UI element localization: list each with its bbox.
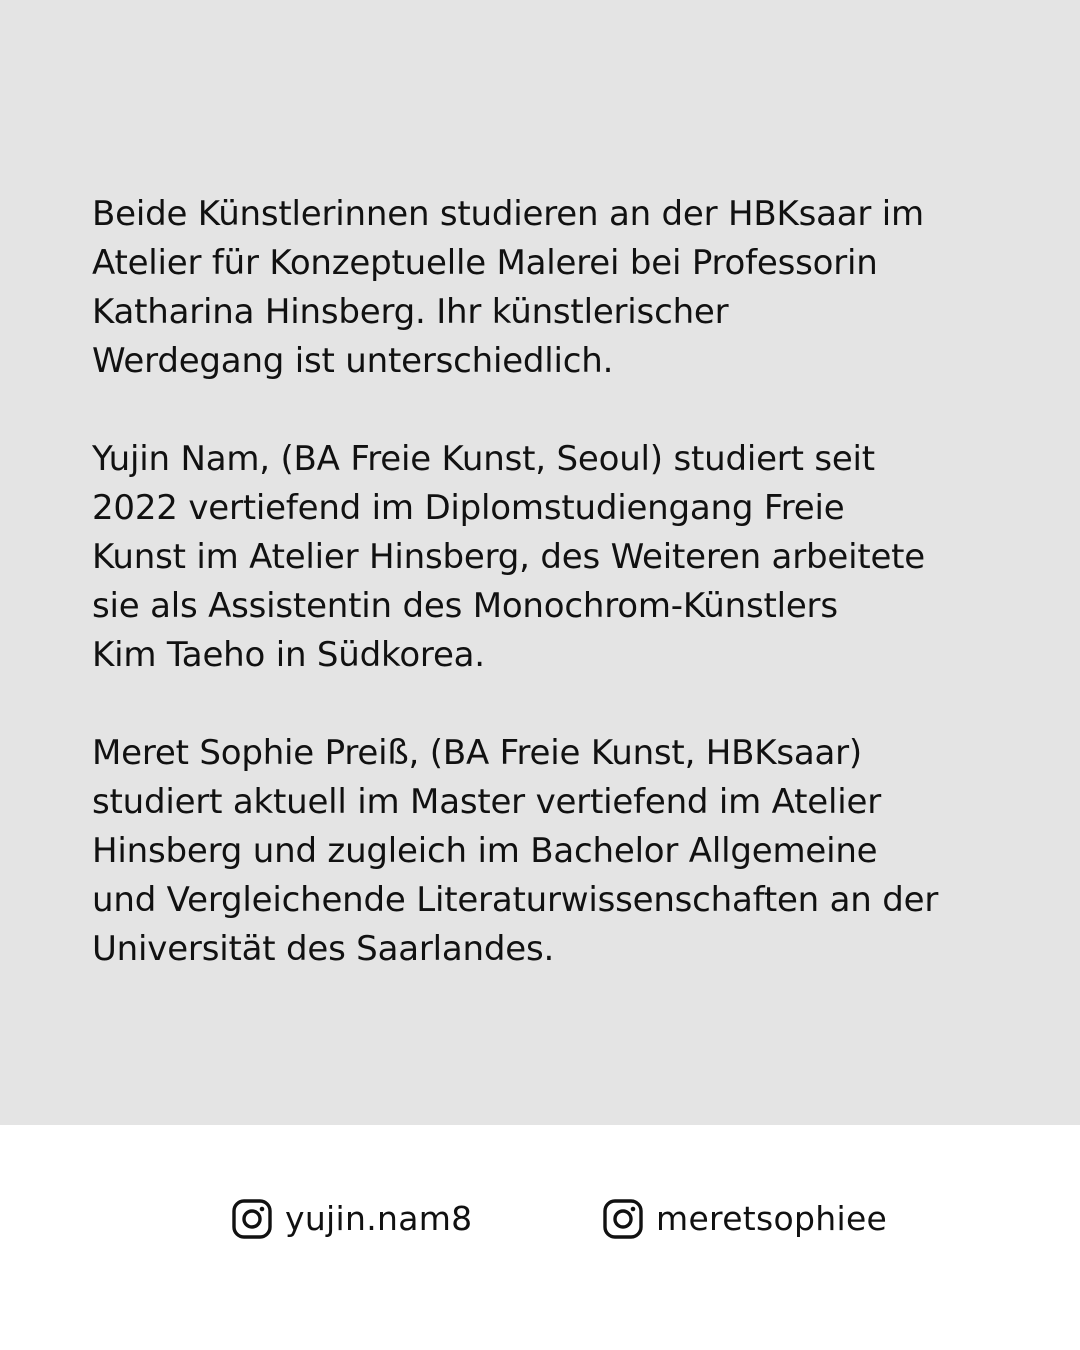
text-line: Meret Sophie Preiß, (BA Freie Kunst, HBKsaar) [92, 733, 862, 773]
text-line: studiert aktuell im Master vertiefend im Atelier [92, 782, 881, 822]
text-line: Yujin Nam, (BA Freie Kunst, Seoul) studiert seit [92, 439, 875, 479]
bio-text-block [92, 190, 1012, 1023]
text-line: sie als Assistentin des Monochrom-Künstlers [92, 586, 838, 626]
text-line: Hinsberg und zugleich im Bachelor Allgemeine [92, 831, 878, 871]
text-line: Katharina Hinsberg. Ihr künstlerischer [92, 292, 729, 332]
instagram-icon [602, 1198, 644, 1240]
instagram-handle-text: meretsophiee [656, 1199, 888, 1238]
text-line: Beide Künstlerinnen studieren an der HBKsaar im [92, 194, 924, 234]
footer-social-handles [0, 1125, 1080, 1350]
text-line: und Vergleichende Literaturwissenschaften an der [92, 880, 939, 920]
text-line: Werdegang ist unterschiedlich. [92, 341, 614, 381]
text-line: Kunst im Atelier Hinsberg, des Weiteren arbeitete [92, 537, 926, 577]
text-line: Kim Taeho in Südkorea. [92, 635, 485, 675]
paragraph-intro [92, 190, 1012, 386]
text-line: Universität des Saarlandes. [92, 929, 555, 969]
instagram-handle-yujin[interactable] [231, 1198, 472, 1240]
text-line: 2022 vertiefend im Diplomstudiengang Freie [92, 488, 845, 528]
text-line: Atelier für Konzeptuelle Malerei bei Professorin [92, 243, 878, 283]
instagram-handle-text: yujin.nam8 [285, 1199, 473, 1238]
instagram-handle-meret[interactable] [602, 1198, 887, 1240]
paragraph-meret-sophie-preiss [92, 729, 1012, 974]
instagram-icon [231, 1198, 273, 1240]
paragraph-yujin-nam [92, 435, 1012, 680]
